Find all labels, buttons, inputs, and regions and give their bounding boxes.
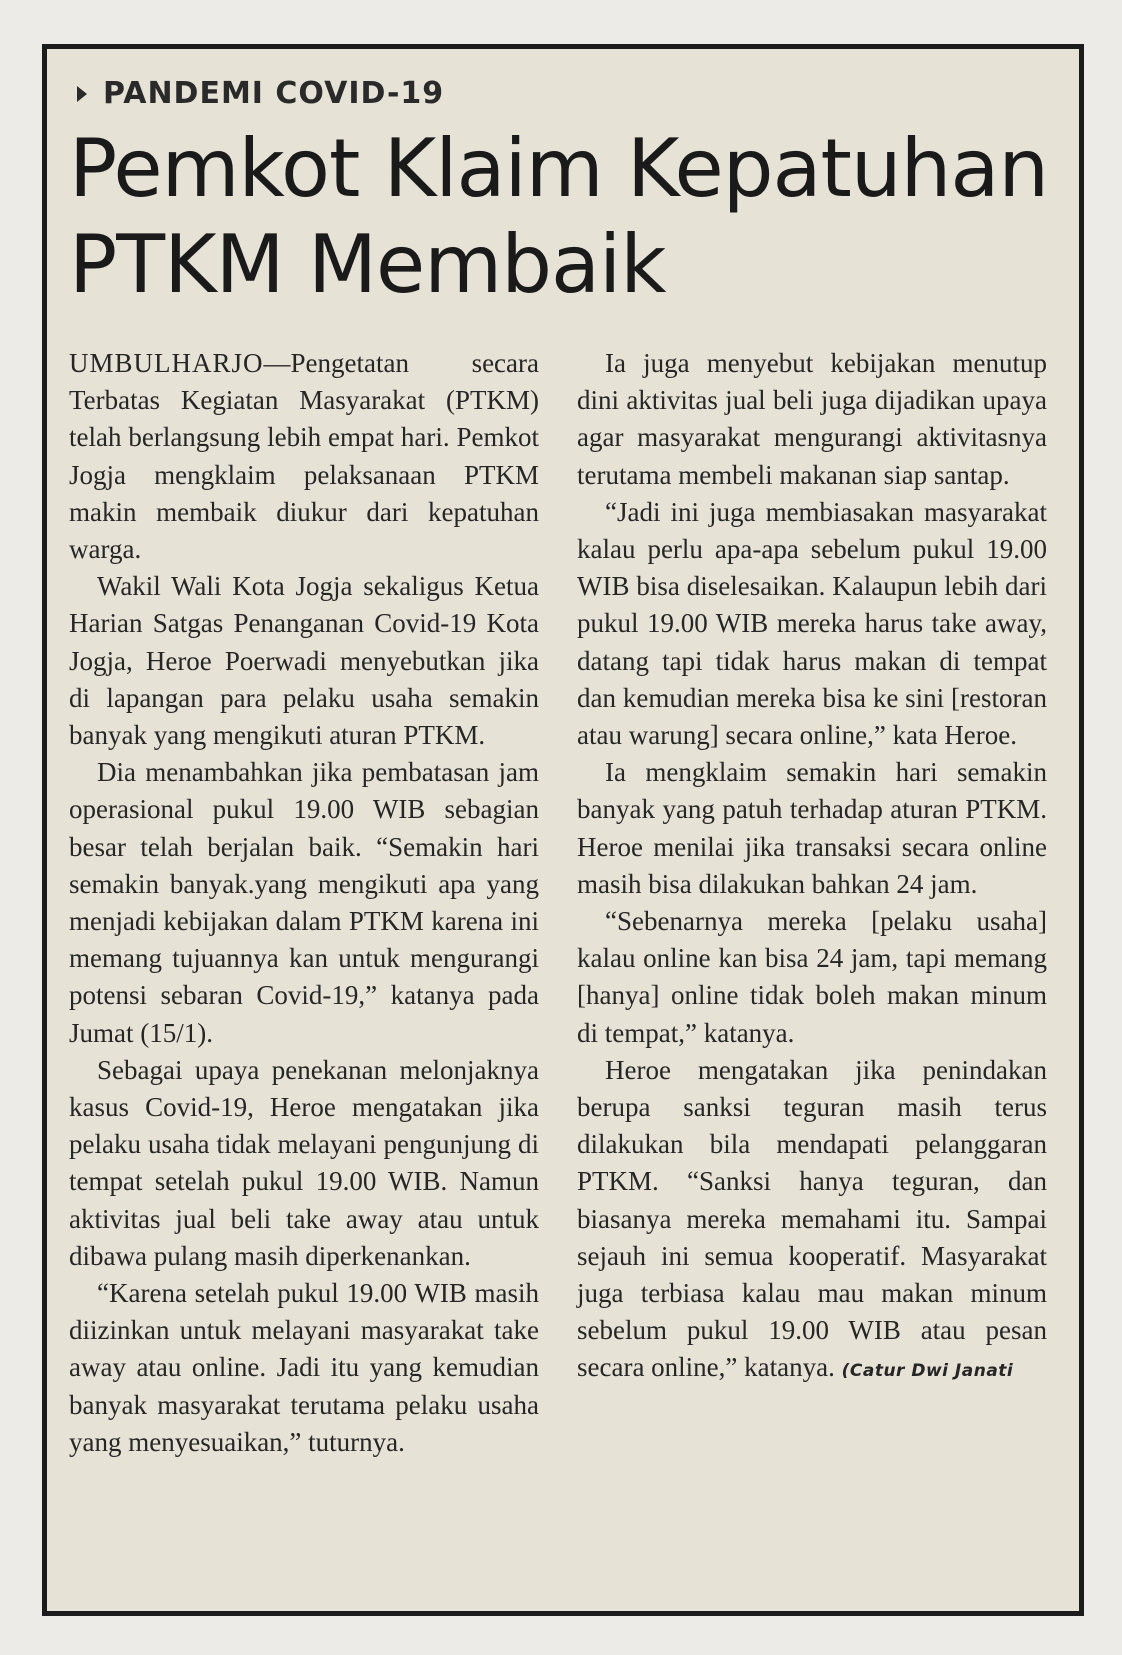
kicker-arrow-icon [77,86,87,102]
kicker-label: PANDEMI COVID-19 [103,76,445,111]
paragraph: Sebagai upaya penekanan melonjaknya kasus Covid-19, Heroe mengatakan jika pelaku usaha tidak melayani pengunjung di tempat setelah pukul 19.00 WIB. Namun aktivitas jual beli take away atau untuk dibawa pulang masih diperkenankan. [69,1054,539,1271]
headline-line-2: PTKM Membaik [69,218,666,311]
headline [69,121,1049,313]
byline: (Catur Dwi Janati [841,1361,1014,1382]
column-left [69,345,539,1461]
paragraph: Ia juga menyebut kebijakan menutup dini aktivitas jual beli juga dijadikan upaya agar masyarakat mengurangi aktivitasnya terutama membeli makanan siap santap. [577,348,1047,490]
paragraph-text: Heroe mengatakan jika penindakan berupa sanksi teguran masih terus dilakukan bila mendapati pelanggaran PTKM. “Sanksi hanya teguran, dan biasanya mereka memahami itu. Sampai sejauh ini semua kooperatif. Masyarakat juga terbiasa kalau mau makan minum sebelum pukul 19.00 WIB atau pesan secara online,” katanya. [577,1054,1047,1383]
paragraph: Ia mengklaim semakin hari semakin banyak yang patuh terhadap aturan PTKM. Heroe menilai jika transaksi secara online masih bisa dilakukan bahkan 24 jam. [577,757,1047,899]
newspaper-clipping [42,44,1084,1616]
article-body [69,345,1049,1461]
dateline: UMBULHARJO [69,348,264,378]
section-kicker [69,71,1049,117]
paragraph: “Sebenarnya mereka [pelaku usaha] kalau online kan bisa 24 jam, tapi memang [hanya] online tidak boleh makan minum di tempat,” katanya. [577,906,1047,1048]
paragraph: Dia menambahkan jika pembatasan jam operasional pukul 19.00 WIB sebagian besar telah berjalan baik. “Semakin hari semakin banyak.yang mengikuti apa yang menjadi kebijakan dalam PTKM karena ini memang tujuannya kan untuk mengurangi potensi sebaran Covid-19,” katanya pada Jumat (15/1). [69,757,539,1048]
column-right [577,345,1047,1461]
paragraph: Wakil Wali Kota Jogja sekaligus Ketua Harian Satgas Penanganan Covid-19 Kota Jogja, Heroe Poerwadi menyebutkan jika di lapangan para pelaku usaha semakin banyak yang mengikuti aturan PTKM. [69,571,539,751]
paragraph [577,1052,1047,1391]
headline-line-1: Pemkot Klaim Kepatuhan [69,122,1049,215]
paragraph: “Karena setelah pukul 19.00 WIB masih diizinkan untuk melayani masyarakat take away atau online. Jadi itu yang kemudian banyak masyarakat terutama pelaku usaha yang menyesuaikan,” tuturnya. [69,1278,539,1457]
paragraph: “Jadi ini juga membiasakan masyarakat kalau perlu apa-apa sebelum pukul 19.00 WIB bisa diselesaikan. Kalaupun lebih dari pukul 19.00 WIB mereka harus take away, datang tapi tidak harus makan di tempat dan kemudian mereka bisa ke sini [restoran atau warung] secara online,” kata Heroe. [577,496,1047,751]
paragraph-text: —Pengetatan secara Terbatas Kegiatan Masyarakat (PTKM) telah berlangsung lebih empat hari. Pemkot Jogja mengklaim pelaksanaan PTKM makin membaik diukur dari kepatuhan warga. [69,348,539,565]
paragraph [69,345,539,568]
